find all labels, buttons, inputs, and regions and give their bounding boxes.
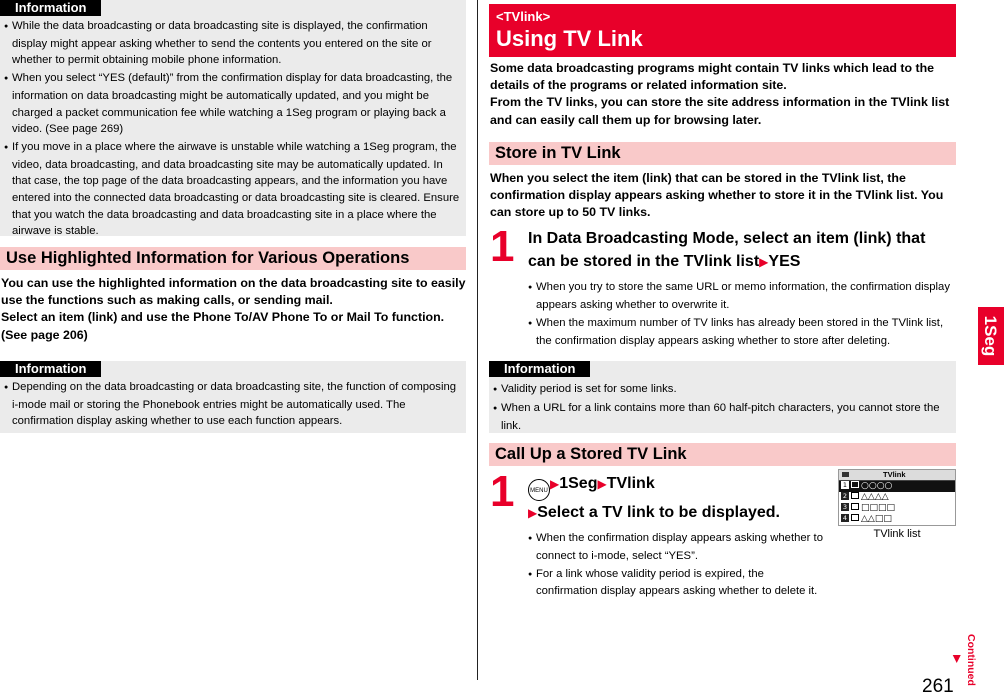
step-bullet: ● When the maximum number of TV links has already been stored in the TVlink list, the confirmation display appears asking whether to store after deleting.	[528, 315, 956, 349]
row-text: ○○○○	[861, 481, 893, 491]
tvlink-list-item	[839, 514, 955, 525]
row-number: 4	[842, 514, 848, 522]
screen-mode-icon	[842, 472, 849, 477]
tvlink-screen-header	[839, 470, 955, 481]
step-text-b: YES	[768, 253, 801, 271]
information-tab: Information	[489, 361, 590, 377]
highlighted-info-body: You can use the highlighted information on the data broadcasting site to easily use the functions such as making calls, or sending mail. Select an item (link) and use the Phone To/AV Phone To or Mail To function. (See page 206)	[1, 276, 466, 342]
step-instruction	[528, 472, 828, 525]
arrow-icon: ▶	[597, 477, 607, 492]
continued-text: Continued	[965, 634, 977, 686]
chapter-label-text: 1Seg	[981, 315, 1000, 357]
step-bullet: ● When the confirmation display appears asking whether to connect to i-mode, select “YES”.	[528, 530, 828, 564]
information-tab: Information	[0, 361, 101, 377]
step-bullet: ● When you try to store the same URL or memo information, the confirmation display appears asking whether to overwrite it.	[528, 279, 956, 313]
title-box	[489, 4, 956, 57]
page-number: 261	[922, 676, 954, 697]
store-step	[489, 222, 956, 349]
step-text-a: In Data Broadcasting Mode, select an item (link) that can be stored in the TVlink list	[528, 230, 926, 271]
section-title-highlighted-info: Use Highlighted Information for Various Operations	[0, 247, 466, 270]
information-tab: Information	[0, 0, 101, 16]
arrow-icon: ▶	[759, 255, 769, 270]
section-title-store: Store in TV Link	[489, 142, 956, 165]
info-bullet: ● When you select “YES (default)” from the confirmation display for data broadcasting, the information on data broadcasting might be automatically updated, and you might be charged a packet communication fee while watching a 1Seg program or playing back a video. (See page 269)	[4, 70, 462, 138]
link-icon	[851, 514, 859, 521]
info-bullet: ● If you move in a place where the airwave is unstable while watching a 1Seg program, the video, data broadcasting, and data broadcasting site may be automatically updated. In that case, the top page of the data broadcasting appears, and the information you have entered into the connected data broadcasting or data broadcasting site is cleared. Ensure that you watch the data broadcasting and data broadcasting site in a place where the airwave is stable.	[4, 139, 462, 240]
continued-label: Continued ▶	[951, 634, 977, 686]
arrow-icon: ▶	[550, 477, 560, 492]
info-bullet: ● While the data broadcasting or data broadcasting site is displayed, the confirmation display might appear asking whether to send the contents you entered on the site or whether to permit obtaining mobile phone information.	[4, 18, 462, 69]
menu-1seg: 1Seg	[559, 475, 598, 493]
select-instruction: Select a TV link to be displayed.	[537, 504, 780, 522]
tvlink-list-item	[839, 481, 955, 492]
row-number: 1	[842, 481, 848, 489]
information-box	[0, 0, 466, 236]
tvlink-screen-image	[838, 469, 956, 526]
row-text: △△□□	[861, 514, 892, 524]
step-number: 1	[490, 467, 515, 517]
menu-tvlink: TVlink	[606, 475, 655, 493]
tvlink-screen-title: TVlink	[883, 470, 906, 479]
intro-text: Some data broadcasting programs might contain TV links which lead to the details of the programs or related information site. From the TV links, you can store the site address information in the TVlink list and can easily call them up for browsing later.	[490, 61, 950, 127]
info-bullet: ● When a URL for a link contains more than 60 half-pitch characters, you cannot store the link.	[493, 400, 952, 434]
tvlink-screen-caption: TVlink list	[873, 528, 921, 540]
link-icon	[851, 492, 859, 499]
step-bullet: ● For a link whose validity period is expired, the confirmation display appears asking whether to delete it.	[528, 566, 828, 600]
menu-key-icon: MENU	[528, 479, 550, 501]
tvlink-list-item	[839, 503, 955, 514]
column-divider	[477, 0, 478, 680]
link-icon	[851, 481, 859, 488]
information-box	[489, 361, 956, 433]
store-body: When you select the item (link) that can be stored in the TVlink list, the confirmation display appears asking whether to store it in the TVlink list. You can store up to 50 TV links.	[490, 170, 944, 220]
info-bullet: ● Validity period is set for some links.	[493, 381, 952, 399]
arrow-icon: ▶	[528, 506, 538, 521]
row-text: △△△△	[861, 492, 889, 502]
section-title-callup: Call Up a Stored TV Link	[489, 443, 956, 466]
step-number: 1	[490, 222, 515, 272]
chapter-side-label	[977, 301, 1003, 371]
callup-step	[489, 467, 828, 600]
information-box	[0, 361, 466, 433]
row-text: □□□□	[861, 503, 896, 513]
link-icon	[851, 503, 859, 510]
left-column	[0, 0, 466, 433]
row-number: 2	[842, 492, 848, 500]
row-number: 3	[842, 503, 848, 511]
page-title: Using TV Link	[496, 26, 643, 51]
title-tag: <TVlink>	[496, 9, 551, 24]
info-bullet: ● Depending on the data broadcasting or data broadcasting site, the function of composing i-mode mail or storing the Phonebook entries might be automatically used. The confirmation display asking whether to use each function appears.	[4, 379, 462, 430]
step-instruction	[528, 227, 956, 274]
tvlink-list-item	[839, 492, 955, 503]
